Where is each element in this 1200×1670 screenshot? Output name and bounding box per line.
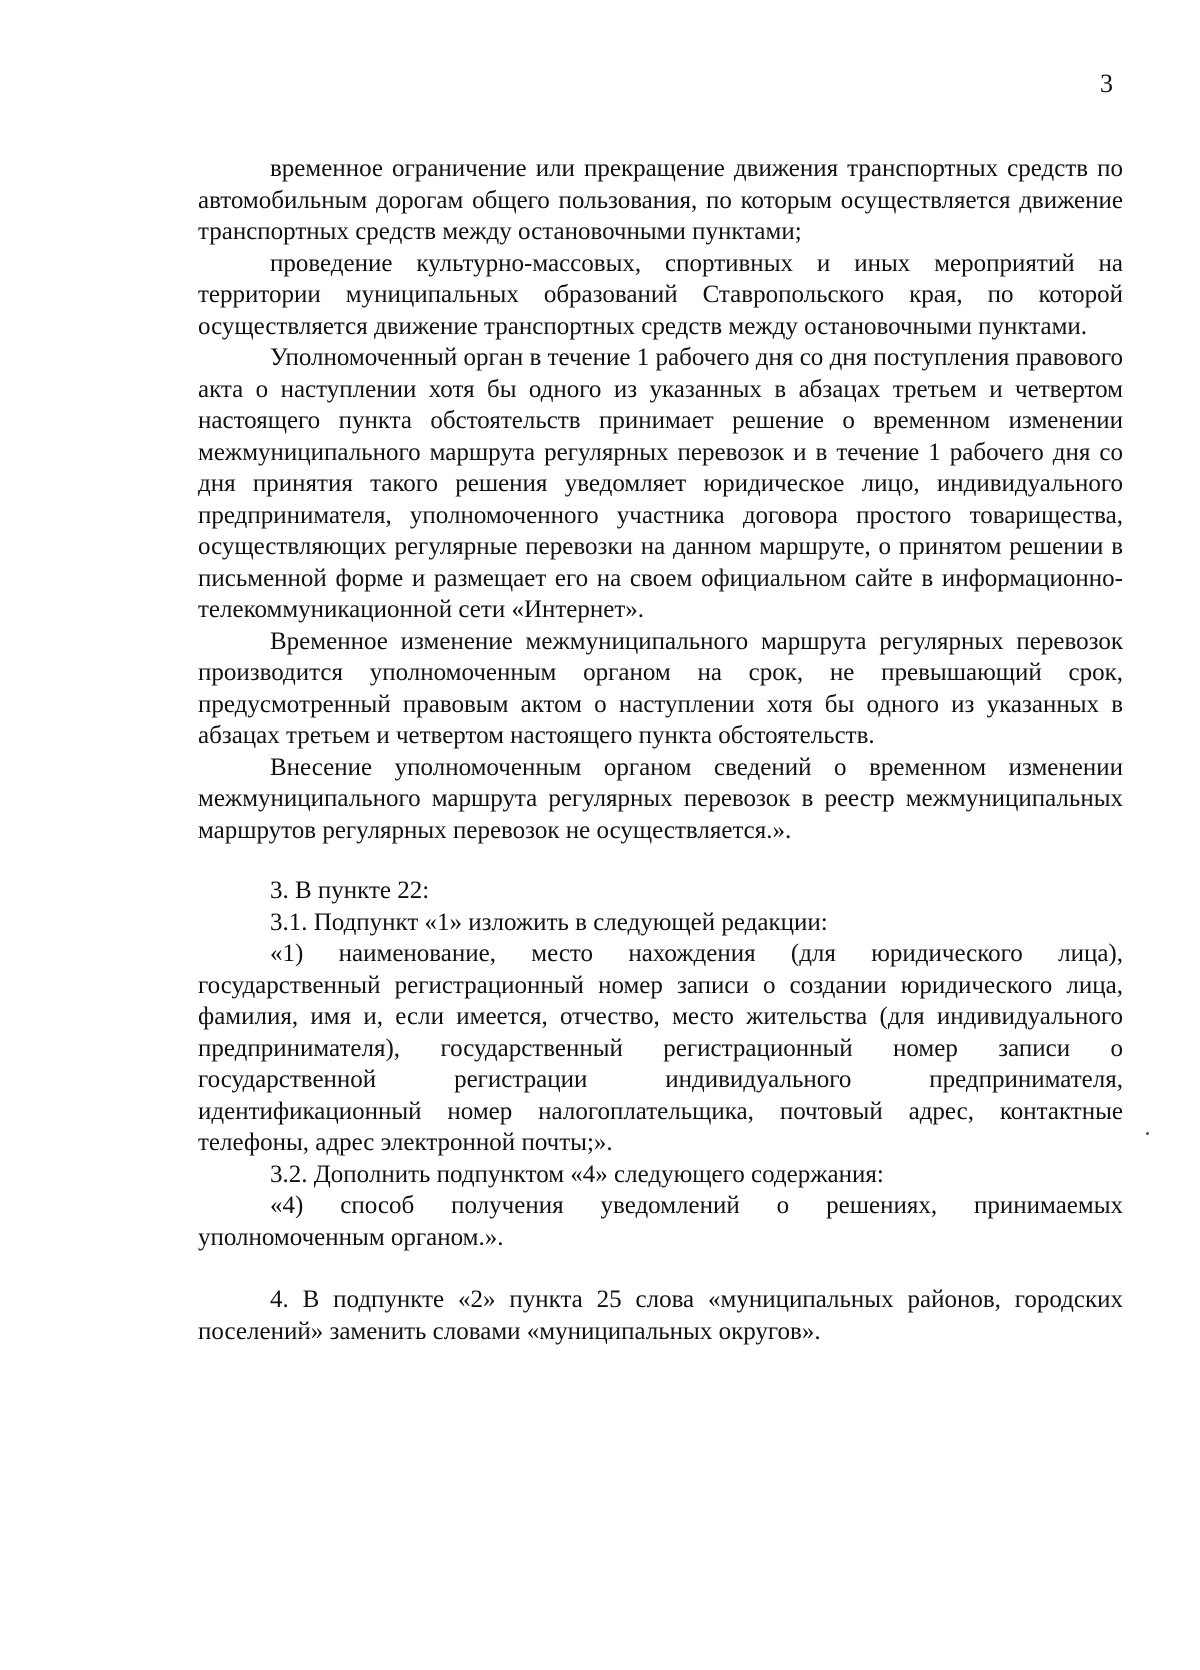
item-3-1-heading: 3.1. Подпункт «1» изложить в следующей редакции: (270, 908, 828, 936)
page-number: 3 (1100, 69, 1113, 98)
document-body (198, 153, 1123, 1347)
scan-speck (1146, 1132, 1149, 1135)
item-3-2-heading: 3.2. Дополнить подпунктом «4» следующего содержания: (270, 1160, 884, 1188)
paragraph-temporary-change-term: Временное изменение межмуниципального маршрута регулярных перевозок производится уполномоченным органом на срок, не превышающий срок, предусмотренный правовым актом о наступлении хотя бы одного из указанных в абзацах третьем и четвертом настоящего пункта обстоятельств. (198, 627, 1123, 749)
item-4-text: 4. В подпункте «2» пункта 25 слова «муниципальных районов, городских поселений» заменить словами «муниципальных округов». (198, 1286, 1123, 1345)
paragraph-registry-entry: Внесение уполномоченным органом сведений о временном изменении межмуниципального маршрута регулярных перевозок в реестр межмуниципальных маршрутов регулярных перевозок не осуществляется.». (198, 753, 1123, 844)
paragraph-transport-restriction: временное ограничение или прекращение движения транспортных средств по автомобильным дорогам общего пользования, по которым осуществляется движение транспортных средств между остановочными пунктами; (198, 155, 1123, 245)
item-3-1-text: «1) наименование, место нахождения (для юридического лица), государственный регистрационный номер записи о создании юридического лица, фамилия, имя и, если имеется, отчество, место жительства (для индивидуального предпринимателя), государственный регистрационный номер записи о государственной регистрации индивидуального предпринимателя, идентификационный номер налогоплательщика, почтовый адрес, контактные телефоны, адрес электронной почты;». (198, 940, 1123, 1156)
item-3-heading: 3. В пункте 22: (270, 877, 430, 904)
paragraph-authorized-body-decision: Уполномоченный орган в течение 1 рабочего дня со дня поступления правового акта о наступлении хотя бы одного из указанных в абзацах третьем и четвертом настоящего пункта обстоятельств принимает решение о временном изменении межмуниципального маршрута регулярных перевозок и в течение 1 рабочего дня со дня принятия такого решения уведомляет юридическое лицо, индивидуального предпринимателя, уполномоченного участника договора простого товарищества, осуществляющих регулярные перевозки на данном маршруте, о принятом решении в письменной форме и размещает его на своем официальном сайте в информационно-телекоммуникационной сети «Интернет». (198, 344, 1123, 623)
paragraph-mass-events: проведение культурно-массовых, спортивных и иных мероприятий на территории муниципальных образований Ставропольского края, по которой осуществляется движение транспортных средств между остановочными пунктами. (198, 249, 1123, 340)
item-3-2-text: «4) способ получения уведомлений о решениях, принимаемых уполномоченным органом.». (198, 1192, 1123, 1251)
